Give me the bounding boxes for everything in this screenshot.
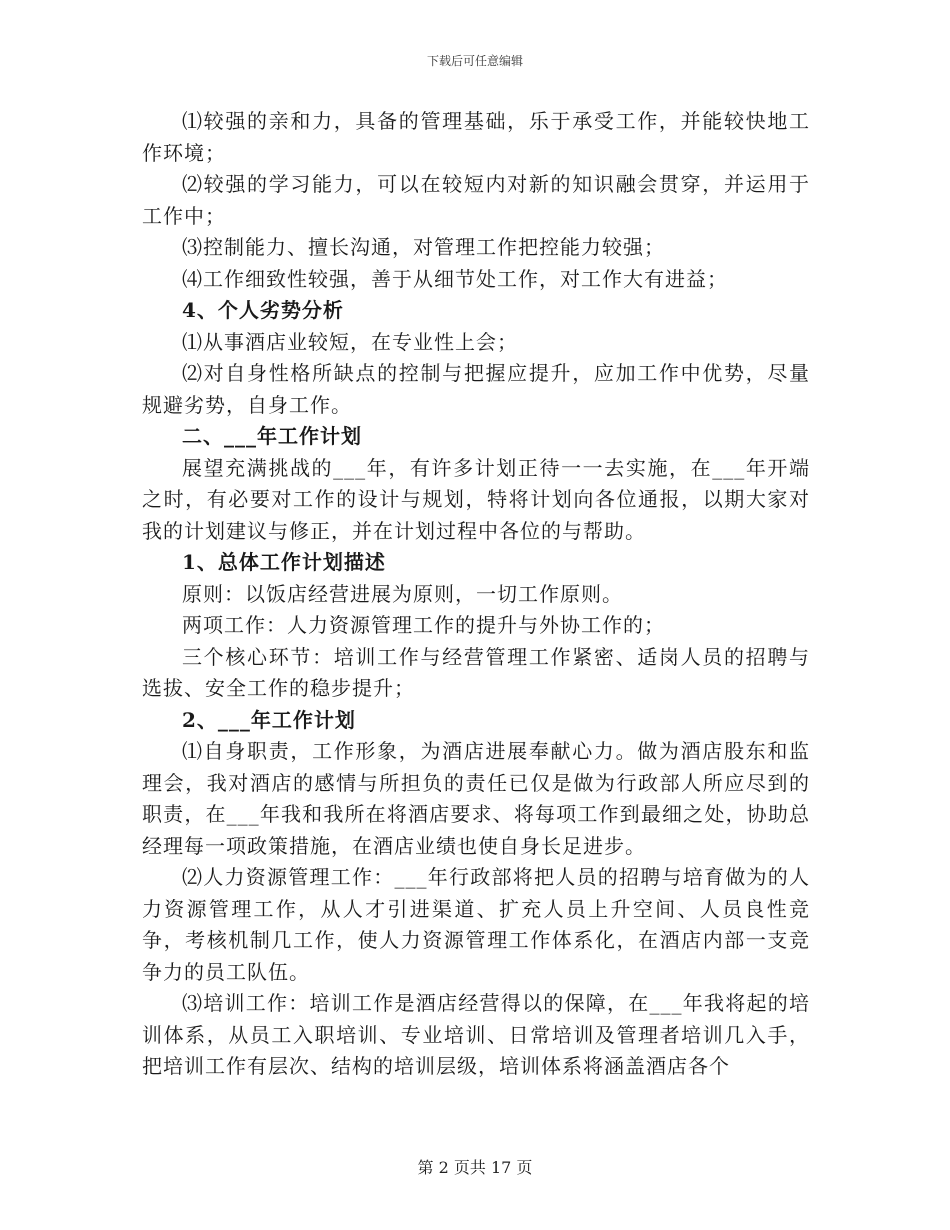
paragraph: 展望充满挑战的___年，有许多计划正待一一去实施，在___年开端之时，有必要对工作的设计与规划，特将计划向各位通报，以期大家对我的计划建议与修正，并在计划过程中各位的与帮助。: [142, 455, 810, 543]
paragraph: 三个核心环节：培训工作与经营管理工作紧密、适岗人员的招聘与选拔、安全工作的稳步提升；: [142, 644, 810, 700]
document-body: [142, 106, 810, 1083]
page-footer: 第 2 页共 17 页: [417, 1158, 533, 1177]
paragraph: ⑷工作细致性较强，善于从细节处工作，对工作大有进益；: [182, 266, 728, 291]
section-heading: 二、___年工作计划: [182, 424, 362, 448]
paragraph: ⑶培训工作：培训工作是酒店经营得以的保障，在___年我将起的培训体系，从员工入职培训、专业培训、日常培训及管理者培训几入手，把培训工作有层次、结构的培训层级，培训体系将涵盖酒店各个: [142, 991, 810, 1078]
paragraph: ⑵人力资源管理工作：___年行政部将把人员的招聘与培育做为的人力资源管理工作，从人才引进渠道、扩充人员上升空间、人员良性竞争，考核机制几工作，使人力资源管理工作体系化，在酒店内部一支竞争力的员工队伍。: [142, 865, 810, 984]
section-heading: 1、总体工作计划描述: [182, 550, 386, 574]
paragraph: ⑵对自身性格所缺点的控制与把握应提升，应加工作中优势，尽量规避劣势，自身工作。: [142, 361, 810, 417]
section-heading: 4、个人劣势分析: [182, 298, 344, 322]
paragraph: ⑴自身职责，工作形象，为酒店进展奉献心力。做为酒店股东和监理会，我对酒店的感情与所担负的责任已仅是做为行政部人所应尽到的职责，在___年我和我所在将酒店要求、将每项工作到最细之处，协助总经理每一项政策措施，在酒店业绩也使自身长足进步。: [142, 739, 810, 858]
paragraph: ⑵较强的学习能力，可以在较短内对新的知识融会贯穿，并运用于工作中；: [142, 172, 810, 228]
page-header: 下载后可任意编辑: [426, 54, 523, 68]
paragraph: ⑶控制能力、擅长沟通，对管理工作把控能力较强；: [182, 235, 665, 259]
paragraph: ⑴从事酒店业较短，在专业性上会；: [182, 329, 518, 354]
paragraph: 两项工作：人力资源管理工作的提升与外协工作的；: [182, 613, 665, 637]
section-heading: 2、___年工作计划: [182, 707, 356, 732]
paragraph: 原则：以饭店经营进展为原则，一切工作原则。: [182, 581, 623, 606]
paragraph: ⑴较强的亲和力，具备的管理基础，乐于承受工作，并能较快地工作环境；: [142, 109, 810, 165]
